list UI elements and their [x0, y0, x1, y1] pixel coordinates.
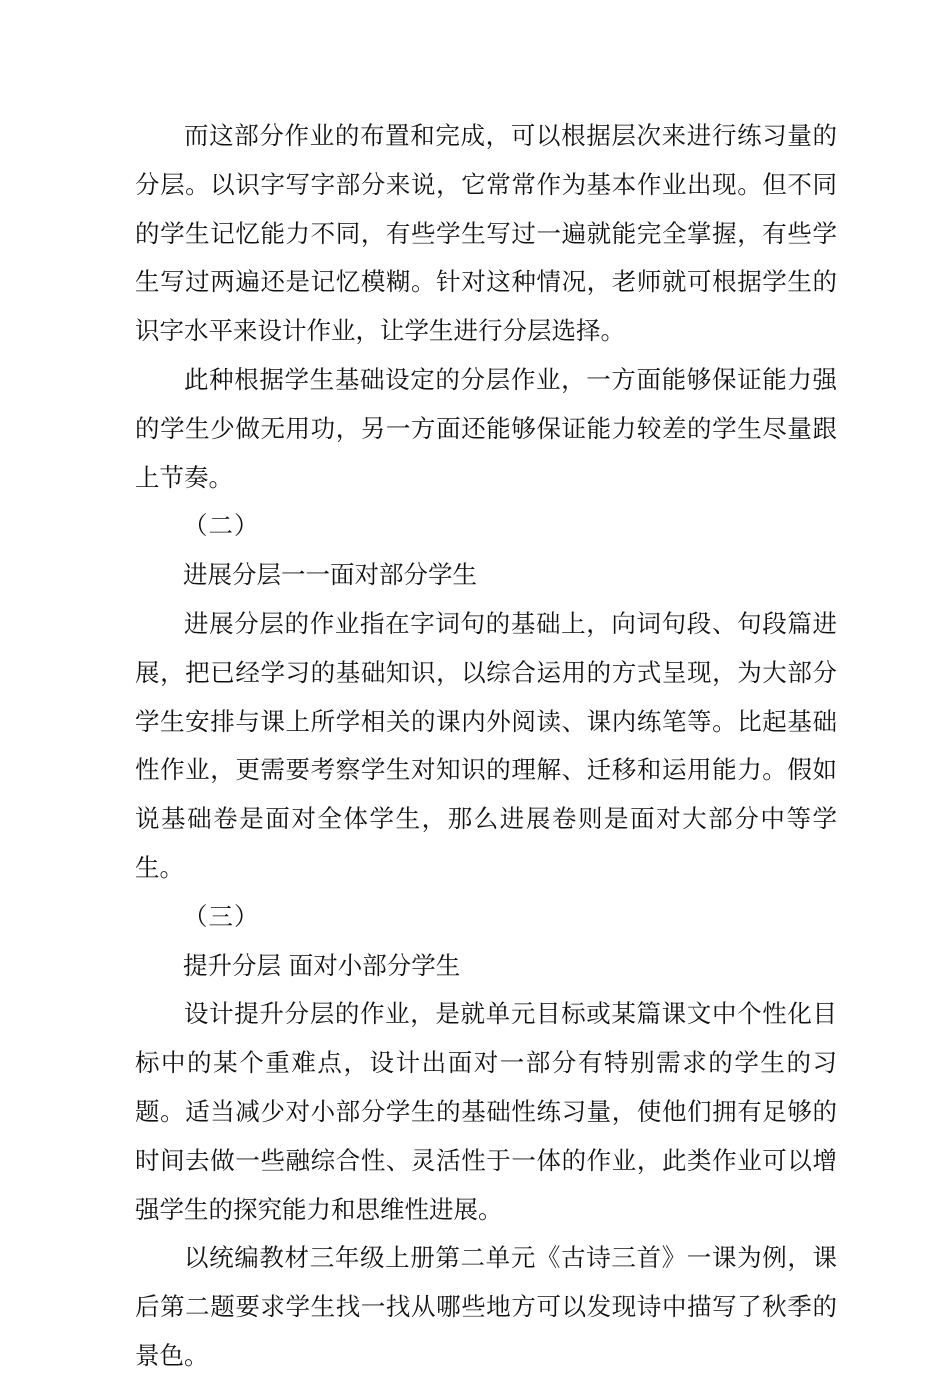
section-number-three: （三）	[183, 901, 260, 931]
paragraph-advanced-layer: 设计提升分层的作业，是就单元目标或某篇课文中个性化目标中的某个重难点，设计出面对一部分有特别需求的学生的习题。适当减少对小部分学生的基础性练习量，使他们拥有足够的时间去做一些融综合性、灵活性于一体的作业，此类作业可以增强学生的探究能力和思维性进展。	[135, 999, 837, 1224]
document-body	[135, 112, 837, 1381]
section-title-advanced-layer: 提升分层 面对小部分学生	[183, 950, 461, 980]
paragraph-layered-practice: 而这部分作业的布置和完成，可以根据层次来进行练习量的分层。以识字写字部分来说，它常常作为基本作业出现。但不同的学生记忆能力不同，有些学生写过一遍就能完全掌握，有些学生写过两遍还是记忆模糊。针对这种情况，老师就可根据学生的识字水平来设计作业，让学生进行分层选择。	[135, 121, 837, 346]
section-title-development-layer: 进展分层一一面对部分学生	[183, 560, 477, 590]
section-number-two: （二）	[183, 511, 260, 541]
paragraph-layered-benefits: 此种根据学生基础设定的分层作业，一方面能够保证能力强的学生少做无用功，另一方面还能够保证能力较差的学生尽量跟上节奏。	[135, 364, 837, 492]
paragraph-example: 以统编教材三年级上册第二单元《古诗三首》一课为例，课后第二题要求学生找一找从哪些地方可以发现诗中描写了秋季的景色。	[135, 1243, 837, 1370]
paragraph-development-layer: 进展分层的作业指在字词句的基础上，向词句段、句段篇进展，把已经学习的基础知识，以综合运用的方式呈现，为大部分学生安排与课上所学相关的课内外阅读、课内练笔等。比起基础性作业，更需要考察学生对知识的理解、迁移和运用能力。假如说基础卷是面对全体学生，那么进展卷则是面对大部分中等学生。	[135, 608, 837, 882]
